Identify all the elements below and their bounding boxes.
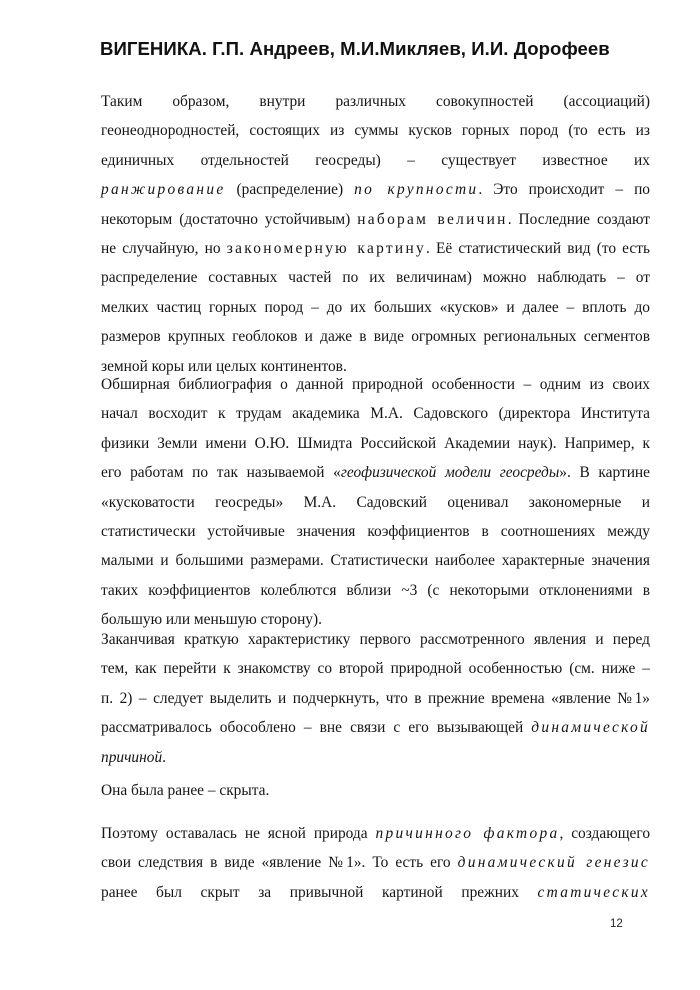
text-line [101,404,650,433]
text-line [101,689,650,718]
text-line [101,883,650,912]
italic-emphasis: причиной [101,748,163,766]
text-run: начал восходит к трудам академика М.А. Садовского (директора Института [101,405,650,423]
text-run: Поэтому оставалась не ясной природа [101,825,376,842]
running-header: ВИГЕНИКА. Г.П. Андреев, М.И.Микляев, И.И. Дорофеев [100,38,610,59]
text-line [101,853,650,882]
text-line [101,434,650,463]
paragraph-hidden [101,781,650,810]
text-line [101,210,650,239]
spaced-emphasis: наборам величин [357,210,508,228]
text-run: п. 2) – следует выделить и подчеркнуть, что в прежние времена «явление №1» [101,689,650,707]
text-line [101,121,650,150]
text-run: статистически устойчивые значения коэффициентов в соотношениях между [101,522,650,540]
paragraph-ranking [101,92,650,386]
spaced-emphasis: по крупности [354,181,479,199]
text-run: физики Земли имени О.Ю. Шмидта Российской Академии наук). Например, к [101,434,650,452]
text-line [101,239,650,268]
text-line [101,327,650,356]
paragraph-bibliography [101,375,650,640]
text-line [101,375,650,404]
paragraph-conclusion [101,630,650,777]
text-line [101,581,650,610]
text-run: рассматривалось обособлено – вне связи с его вызывающей [101,719,532,737]
text-run: некоторым (достаточно устойчивым) [101,210,358,228]
text-line [101,551,650,580]
text-run: земной коры или целых континентов. [101,357,347,375]
text-run: Таким образом, внутри различных совокупностей (ассоциаций) [101,93,650,110]
text-run: Обширная библиография о данной природной особенности – одним из своих [101,376,650,393]
text-run: . [162,748,167,766]
text-run: размеров крупных геоблоков и даже в виде огромных региональных сегментов [101,328,650,346]
text-run: Она была ранее – скрыта. [101,782,270,799]
spaced-emphasis: динамический генезис [457,854,650,872]
text-line [101,781,650,810]
text-line [101,151,650,180]
text-line [101,659,650,688]
text-run: его работам по так называемой « [101,464,341,482]
text-line [101,630,650,659]
text-line [101,92,650,121]
text-run: тем, как перейти к знакомству со второй природной особенностью (см. ниже – [101,660,650,678]
text-run: мелких частиц горных пород – до их больших «кусков» и далее – вплоть до [101,298,650,316]
paragraph-causal-factor [101,824,650,912]
text-run: Заканчивая краткую характеристику первого рассмотренного явления и перед [101,631,650,648]
text-run: ». В картине [559,464,650,482]
text-run: . Последние создают [507,210,650,228]
text-run: ранее был скрыт за привычной картиной прежних [101,883,538,901]
text-run: большую или меньшую сторону). [101,611,322,629]
text-line [101,463,650,492]
text-line [101,824,650,853]
text-run: не случайную, но [101,239,227,257]
text-line [101,718,650,747]
text-run: . Это происходит – по [478,181,651,199]
text-run: малыми и большими размерами. Статистически наиболее характерные значения [101,552,650,570]
text-run: единичных отдельностей геосреды) – существует известное их [101,151,650,169]
page-number: 12 [610,918,623,930]
text-line [101,748,650,777]
text-run: геонеоднородностей, состоящих из суммы кусков горных пород (то есть из [101,122,650,140]
spaced-emphasis: динамической [531,719,650,737]
text-line [101,298,650,327]
text-run: , создающего [559,825,651,842]
text-line [101,268,650,297]
spaced-emphasis: закономерную картину [226,239,426,257]
text-run: таких коэффициентов колеблются вблизи ~3 (с некоторыми отклонениями в [101,581,650,599]
text-run: распределение составных частей по их величинам) можно наблюдать – от [101,269,650,287]
text-line [101,493,650,522]
italic-emphasis: геофизической модели геосреды [340,464,560,482]
text-run: свои следствия в виде «явление №1». То есть его [101,854,458,872]
text-line [101,522,650,551]
text-run: «кусковатости геосреды» М.А. Садовский оценивал закономерные и [101,493,650,511]
text-run: (распределение) [225,181,355,199]
text-run: . Её статистический вид (то есть [426,239,650,257]
spaced-emphasis: причинного фактора [375,825,560,842]
text-line [101,180,650,209]
spaced-emphasis: статических [537,883,650,901]
spaced-emphasis: ранжирование [101,181,226,199]
